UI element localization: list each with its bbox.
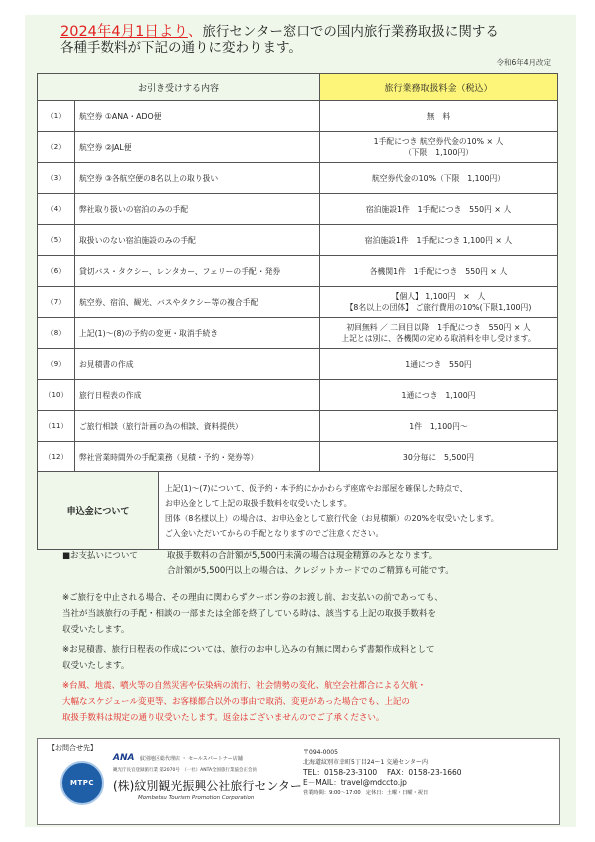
fee-text: 1件 1,100円～ [409,421,468,431]
logo-text: MTPC [69,779,94,787]
row-number: （4） [38,194,75,225]
note-line: ※台風、地震、噴火等の自然災害や伝染病の流行、社会情勢の変化、航空会社都合による欠航・ [62,681,427,691]
fee-text: 【個人】 1,100円 × 人 [391,292,486,301]
ana-logo: ANA [113,753,135,763]
fee-row [38,411,558,442]
service-item: 上記(1)～(8)の予約の変更・取消手続き [75,318,320,349]
deposit-line: お申込金として上記の取扱手数料を収受いたします。 [165,498,352,508]
document-fee-note [62,642,532,674]
fee-row [38,349,558,380]
fee-row [38,225,558,256]
row-number: （6） [38,256,75,287]
email-link[interactable]: E－MAIL：travel@mdccto.jp [303,778,407,787]
fee-text: 各機関1件 1手配につき 550円 × 人 [369,266,508,276]
fee-cell [320,132,558,163]
row-number: （12） [38,442,75,473]
service-item: 弊社取り扱いの宿泊のみの手配 [75,194,320,225]
header-line1: 旅行センター窓口での国内旅行業務取扱に関する [202,24,499,40]
revision-date: 令和6年4月改定 [496,58,551,67]
fee-row [38,132,558,163]
fee-text: 30分毎に 5,500円 [402,452,475,462]
fee-row [38,163,558,194]
fee-subtext: 上記とは別に、各機関の定める取消料を申し受けます。 [341,334,536,343]
fee-subtext: （下限 1,100円） [403,148,474,157]
business-hours: 営業時間：9:00～17:00 定休日：土曜・日曜・祝日 [303,790,429,796]
row-number: （1） [38,101,75,132]
fee-text: 初回無料 ／ 二回目以降 1手配につき 550円 × 人 [346,323,531,332]
company-logo [60,761,104,805]
row-number: （7） [38,287,75,318]
company-name-en: Mombetsu Tourism Promotion Corporation [138,795,255,801]
fee-table [37,73,558,473]
fee-text: 航空券代金の10%（下限 1,100円） [371,173,506,183]
registration-text: 観光庁長官登録旅行業 第2070号 （一社）ANTA全国旅行業協会正会員 [113,768,258,773]
fee-text: 1通につき 1,100円 [401,390,476,400]
fee-cell [320,380,558,411]
col-fee-header: 旅行業務取扱料金（税込） [320,74,558,101]
contact-details [303,748,462,798]
contact-tag: 【お問合せ先】 [48,744,97,752]
row-number: （5） [38,225,75,256]
fee-cell [320,194,558,225]
fee-cell [320,256,558,287]
deposit-body [159,472,558,550]
service-item: 弊社営業時間外の手配業務（見積・予約・発券等） [75,442,320,473]
note-line: 収受いたします。 [62,625,130,635]
fee-row [38,194,558,225]
ana-agency-text: 紋別地区総代理店 ・ セールスパートナー店舗 [140,756,243,762]
deposit-line: ご入金いただいてからの手配となりますのでご注意ください。 [165,528,384,538]
service-item: 航空券 ③各航空便の8名以上の取り扱い [75,163,320,194]
row-number: （10） [38,380,75,411]
fee-row [38,442,558,473]
payment-title: ■お支払いについて [62,551,138,561]
row-number: （2） [38,132,75,163]
note-line: 収受いたします。 [62,661,130,671]
fee-text: 宿泊施設1件 1手配につき 1,100円 × 人 [364,235,513,245]
deposit-line: 上記(1)～(7)について、仮予約・本予約にかかわらず座席やお部屋を確保した時点で、 [165,483,468,493]
fee-row [38,256,558,287]
disaster-note [62,678,532,726]
payment-line2: 合計額が5,500円以上の場合は、クレジットカードでのご精算も可能です。 [167,566,454,576]
note-line: ※ご旅行を中止される場合、その理由に関わらずクーポン券のお渡し前、お支払いの前であっても、 [62,593,443,603]
fee-cell [320,225,558,256]
row-number: （8） [38,318,75,349]
fee-row [38,318,558,349]
fee-row [38,101,558,132]
col-service-header: お引き受けする内容 [38,74,320,101]
fee-row [38,287,558,318]
fee-row [38,380,558,411]
fee-cell [320,287,558,318]
fee-text: 無 料 [426,111,451,121]
header-line2: 各種手数料が下記の通りに変わります。 [60,40,302,56]
service-item: 航空券 ①ANA・ADO便 [75,101,320,132]
fee-cell [320,163,558,194]
service-item: 貸切バス・タクシー、レンタカー、フェリーの手配・発券 [75,256,320,287]
tel-fax[interactable]: TEL：0158-23-3100 FAX：0158-23-1660 [303,768,462,777]
note-line: 当社が当該旅行の手配・相談の一部または全部を終了している時は、該当する上記の取扱手数料を [62,609,437,619]
row-number: （11） [38,411,75,442]
address: 北海道紋別市幸町5丁目24ー1 交通センター内 [303,759,428,766]
fee-cell [320,318,558,349]
postal-code: 〒094-0005 [303,749,338,756]
service-item: 旅行日程表の作成 [75,380,320,411]
service-item: 取扱いのない宿泊施設のみの手配 [75,225,320,256]
row-number: （3） [38,163,75,194]
note-line: ※お見積書、旅行日程表の作成については、旅行のお申し込みの有無に関わらず書類作成料として [62,645,435,655]
contact-box [37,738,560,825]
effective-date: 2024年4月1日より [60,24,188,40]
fee-text: 宿泊施設1件 1手配につき 550円 × 人 [365,204,512,214]
payment-section [62,549,454,579]
fee-cell [320,442,558,473]
service-item: お見積書の作成 [75,349,320,380]
service-item: ご旅行相談（旅行計画の為の相談、資料提供） [75,411,320,442]
service-item: 航空券 ②JAL便 [75,132,320,163]
service-item: 航空券、宿泊、観光、バスやタクシー等の複合手配 [75,287,320,318]
fee-text: 1通につき 550円 [405,359,472,369]
payment-line1: 取扱手数料の合計額が5,500円未満の場合は現金精算のみとなります。 [167,551,438,561]
cancel-note [62,590,532,638]
note-line: 大幅なスケジュール変更等、お客様都合以外の事由で取消、変更があった場合でも、上記の [62,697,410,707]
fee-cell [320,411,558,442]
deposit-label: 申込金について [38,472,159,550]
company-name: (株)紋別観光振興公社旅行センター [113,779,302,793]
row-number: （9） [38,349,75,380]
notice-header: 2024年4月1日より、旅行センター窓口での国内旅行業務取扱に関する 各種手数料が下記の通りに変わります。 [60,24,530,56]
fee-cell [320,349,558,380]
fee-text: 1手配につき 航空券代金の10% × 人 [373,137,504,146]
deposit-line: 団体（8名様以上）の場合は、お申込金として旅行代金（お見積額）の20%を収受いたします。 [165,513,499,523]
deposit-table [37,471,558,550]
fee-subtext: 【8名以上の団体】 ご旅行費用の10%(下限1,100円) [345,303,532,312]
fee-cell [320,101,558,132]
note-line: 取扱手数料は規定の通り収受いたします。返金はございませんのでご了承ください。 [62,713,385,723]
